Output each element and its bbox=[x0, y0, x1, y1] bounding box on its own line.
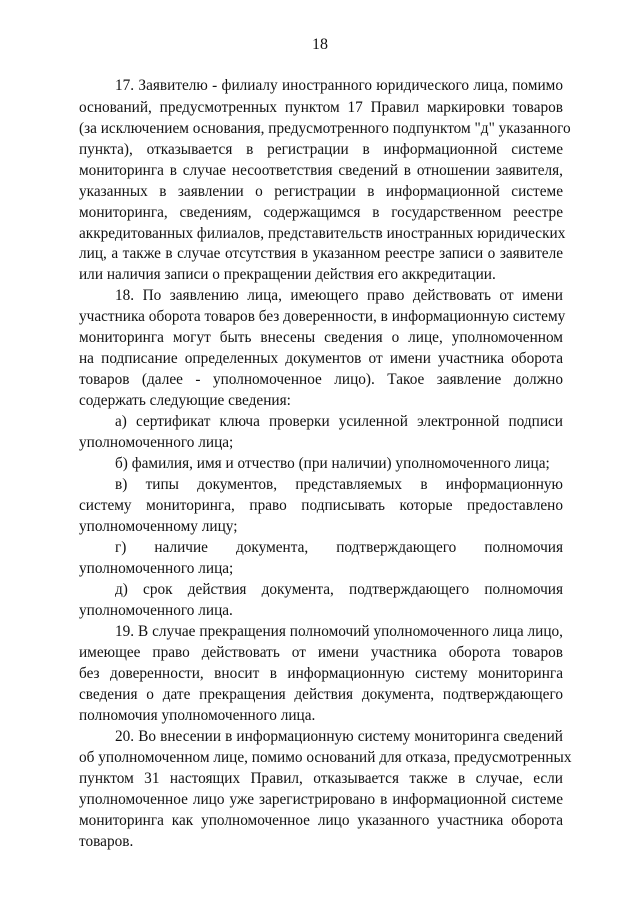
text-line: содержать следующие сведения: bbox=[79, 392, 291, 409]
text-line: уполномоченного лица; bbox=[79, 560, 234, 577]
text-line: без доверенности, вносит в информационную систему мониторинга bbox=[79, 665, 563, 682]
text-line: мониторинга как уполномоченное лицо указанного участника оборота bbox=[79, 812, 563, 829]
text-line: уполномоченного лица. bbox=[79, 602, 233, 619]
text-line: лиц, а также в случае отсутствия в указанном реестре записи о заявителе bbox=[79, 245, 563, 262]
text-line: товаров. bbox=[79, 833, 134, 850]
text-line: оснований, предусмотренных пунктом 17 Правил маркировки товаров bbox=[79, 99, 563, 116]
text-line: аккредитованных филиалов, представительств иностранных юридических bbox=[79, 225, 566, 242]
text-line: мониторинга, сведениям, содержащимся в государственном реестре bbox=[79, 204, 563, 221]
text-line: д) срок действия документа, подтверждающего полномочия bbox=[115, 581, 563, 598]
text-line: г) наличие документа, подтверждающего полномочия bbox=[115, 539, 563, 556]
text-line: сведения о дате прекращения действия документа, подтверждающего bbox=[79, 686, 563, 703]
text-line: 20. Во внесении в информационную систему мониторинга сведений bbox=[115, 728, 563, 745]
text-line: б) фамилия, имя и отчество (при наличии) уполномоченного лица; bbox=[115, 455, 550, 472]
text-line: уполномоченного лица; bbox=[79, 434, 234, 451]
text-line: 17. Заявителю - филиалу иностранного юридического лица, помимо bbox=[115, 77, 563, 94]
text-line: товаров (далее - уполномоченное лицо). Такое заявление должно bbox=[79, 371, 563, 388]
text-line: участника оборота товаров без доверенности, в информационную систему bbox=[79, 308, 566, 325]
text-line: или наличия записи о прекращении действия его аккредитации. bbox=[79, 266, 496, 283]
text-line: уполномоченное лицо уже зарегистрировано в информационной системе bbox=[79, 791, 563, 808]
text-line: систему мониторинга, право подписывать которые предоставлено bbox=[79, 497, 563, 514]
text-line: пункта), отказывается в регистрации в информационной системе bbox=[79, 141, 563, 158]
text-line: указанных в заявлении о регистрации в информационной системе bbox=[79, 183, 563, 200]
text-line: 18. По заявлению лица, имеющего право действовать от имени bbox=[115, 287, 563, 304]
text-line: 19. В случае прекращения полномочий уполномоченного лица лицо, bbox=[115, 623, 563, 640]
text-line: имеющее право действовать от имени участника оборота товаров bbox=[79, 644, 563, 661]
page-number: 18 bbox=[312, 36, 328, 53]
text-line: а) сертификат ключа проверки усиленной электронной подписи bbox=[115, 413, 563, 430]
text-line: об уполномоченном лице, помимо оснований для отказа, предусмотренных bbox=[79, 749, 572, 766]
text-line: в) типы документов, представляемых в информационную bbox=[115, 476, 563, 493]
text-line: уполномоченному лицу; bbox=[79, 518, 238, 535]
text-line: полномочия уполномоченного лица. bbox=[79, 707, 316, 724]
text-line: мониторинга могут быть внесены сведения о лице, уполномоченном bbox=[79, 329, 563, 346]
text-line: на подписание определенных документов от имени участника оборота bbox=[79, 350, 563, 367]
text-line: мониторинга в случае несоответствия сведений в отношении заявителя, bbox=[79, 162, 563, 179]
text-line: (за исключением основания, предусмотренного подпунктом "д" указанного bbox=[79, 120, 571, 137]
text-line: пунктом 31 настоящих Правил, отказывается также в случае, если bbox=[79, 770, 563, 787]
